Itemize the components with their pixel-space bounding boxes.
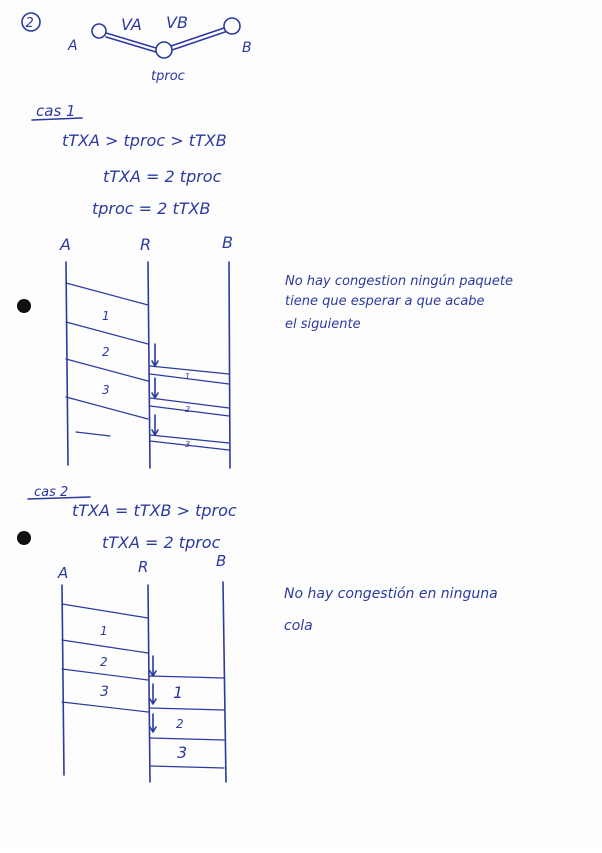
case2-proc-arrow-1 — [150, 656, 156, 676]
case1-timeline-b — [229, 262, 230, 468]
case1-proc-arrow-3 — [152, 415, 158, 435]
case2-pkt-a-1: 1 — [100, 624, 108, 638]
case1-pkt-b-3: 3 — [185, 440, 191, 449]
case1-eq3: tproc = 2 tTXB — [92, 199, 211, 218]
case2-title: cas 2 — [34, 485, 69, 500]
node-b-label: B — [242, 40, 252, 56]
case2-col-b: B — [216, 552, 227, 570]
link-a-router — [106, 33, 156, 52]
case1-eq1: tTXA > tproc > tTXB — [62, 131, 227, 150]
case1-note-line-3: el siguiente — [285, 317, 361, 332]
case1-title: cas 1 — [36, 102, 76, 120]
case1-proc-arrow-1 — [152, 344, 158, 366]
case2-proc-arrow-2 — [150, 684, 156, 704]
case1-timeline-a — [66, 262, 68, 465]
tproc-label: tproc — [151, 69, 185, 84]
case1-col-a: A — [60, 235, 71, 254]
case1-timeline-r — [148, 262, 150, 468]
case2-timeline-b — [223, 582, 226, 782]
case1-eq2: tTXA = 2 tproc — [103, 167, 222, 186]
network-diagram — [67, 13, 252, 84]
case1-note-line-1: No hay congestion ningún paquete — [285, 274, 513, 289]
case1-col-r: R — [140, 235, 152, 254]
case2-pkt-b-2: 2 — [176, 717, 184, 731]
node-a-circle — [92, 24, 106, 38]
node-a-label: A — [68, 38, 78, 54]
case2-note-line-2: cola — [284, 618, 313, 634]
case2-pkt-b-3: 3 — [177, 743, 188, 762]
case1-pkt-a-3: 3 — [102, 383, 110, 397]
bullet-dot-2 — [17, 531, 31, 545]
va-label: VA — [121, 15, 142, 34]
case1-pkt-b-2: 2 — [185, 405, 191, 414]
case2-col-r: R — [138, 558, 149, 576]
bullet-dot-1 — [17, 299, 31, 313]
vb-label: VB — [166, 13, 188, 32]
case1-pkt-b-1: 1 — [185, 372, 191, 381]
case1-pkt-a-2: 2 — [102, 345, 110, 359]
case1-col-b: B — [222, 233, 233, 252]
problem-number: 2 — [25, 16, 34, 31]
case2-section — [28, 485, 498, 782]
case2-timeline-a — [62, 585, 64, 775]
case2-timeline-r — [148, 585, 150, 782]
case1-section — [32, 102, 513, 468]
case2-note-line-1: No hay congestión en ninguna — [284, 586, 498, 602]
case2-eq2: tTXA = 2 tproc — [102, 533, 221, 552]
node-b-circle — [224, 18, 240, 34]
case1-note-line-2: tiene que esperar a que acabe — [285, 294, 485, 309]
case2-col-a: A — [58, 564, 69, 582]
case2-eq1: tTXA = tTXB > tproc — [72, 501, 237, 520]
case2-pkt-a-2: 2 — [100, 655, 108, 669]
case1-pkt-a-1: 1 — [102, 309, 110, 323]
case1-a-to-r-lines — [66, 283, 148, 436]
router-circle — [156, 42, 172, 58]
case2-pkt-b-1: 1 — [173, 683, 184, 702]
case1-proc-arrow-2 — [152, 378, 158, 398]
case2-proc-arrow-3 — [150, 714, 156, 732]
case2-pkt-a-3: 3 — [100, 684, 109, 700]
